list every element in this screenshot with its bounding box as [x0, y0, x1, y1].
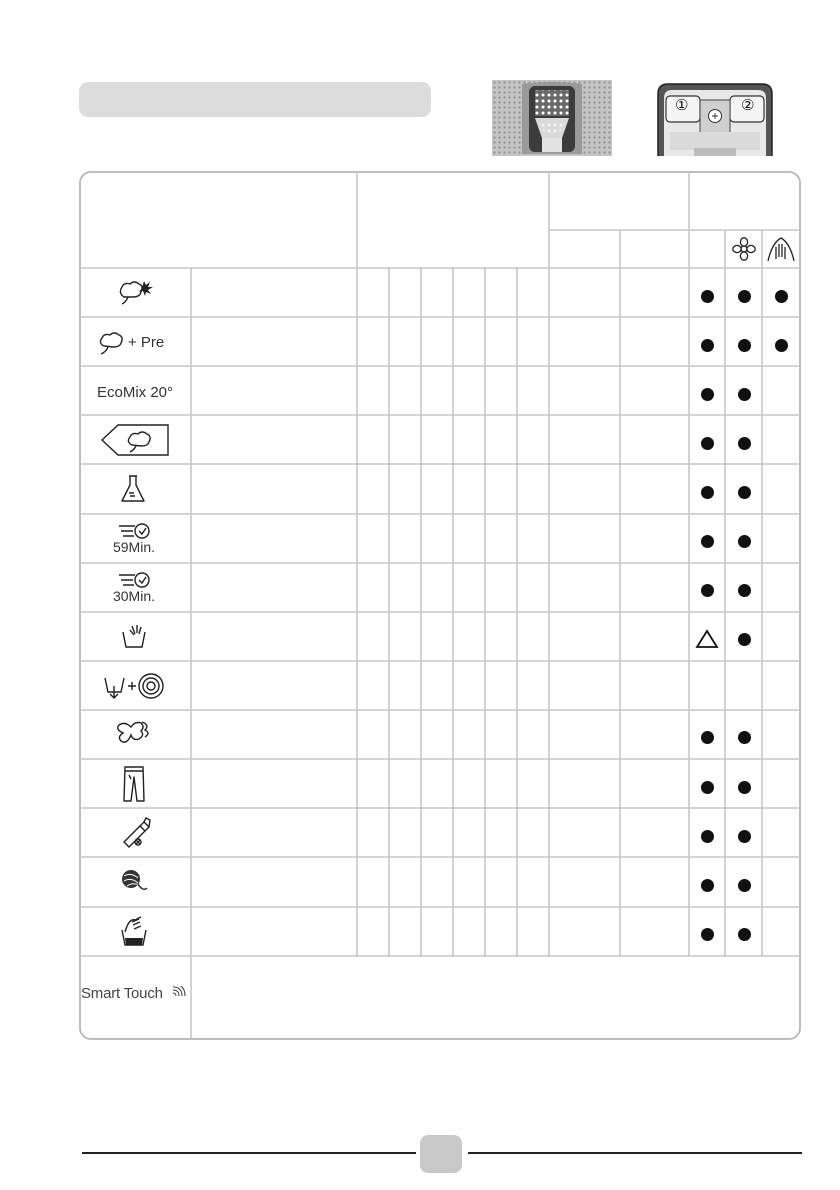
dot-mark: [701, 535, 714, 548]
dot-mark: [701, 437, 714, 450]
dot-mark: [701, 781, 714, 794]
nfc-waves-icon: [171, 986, 187, 1002]
smart-touch-label: Smart Touch: [81, 985, 163, 1002]
dot-mark: [701, 928, 714, 941]
triangle-mark: [695, 629, 719, 649]
footer-rule-left: [82, 1152, 416, 1154]
rapid-timer-icon: [117, 520, 151, 540]
ecomix-20-label: EcoMix 20°: [96, 383, 174, 401]
mixed-synthetics-icon: [115, 719, 153, 751]
compartment-1-label: ①: [675, 97, 689, 114]
smart-touch-logo: [81, 985, 163, 1002]
rapid-timer-icon: [117, 569, 151, 589]
hand-wash-basin-icon: [119, 914, 149, 948]
dot-mark: [701, 830, 714, 843]
dot-mark: [738, 535, 751, 548]
rinse-icon: [120, 622, 148, 650]
dot-mark: [701, 486, 714, 499]
dot-mark: [738, 388, 751, 401]
dot-mark: [738, 584, 751, 597]
cotton-prewash-label: + Pre: [128, 333, 165, 351]
footer-rule-right: [468, 1152, 802, 1154]
dot-mark: [701, 388, 714, 401]
dot-mark: [701, 584, 714, 597]
dot-mark: [738, 781, 751, 794]
fabric-softener-flower-icon: [731, 236, 757, 262]
cotton-prewash-icon: [96, 330, 128, 356]
hand-wash-icon: [766, 235, 796, 263]
dot-mark: [701, 879, 714, 892]
cotton-stain-icon: [116, 277, 158, 307]
cotton-eco-tag-icon: [100, 423, 170, 457]
dot-mark: [738, 731, 751, 744]
dot-mark: [701, 339, 714, 352]
page-number-badge: [420, 1135, 462, 1173]
hygiene-flask-icon: [120, 474, 146, 504]
dot-mark: [738, 830, 751, 843]
dot-mark: [738, 290, 751, 303]
dot-mark: [738, 486, 751, 499]
baby-bottle-icon: [118, 816, 152, 850]
dot-mark: [738, 928, 751, 941]
dot-mark: [738, 879, 751, 892]
dot-mark: [701, 290, 714, 303]
dot-mark: [738, 437, 751, 450]
compartment-2-label: ②: [741, 97, 755, 114]
dot-mark: [775, 339, 788, 352]
dot-mark: [738, 633, 751, 646]
dot-mark: [701, 731, 714, 744]
dot-mark: [738, 339, 751, 352]
jeans-icon: [121, 765, 147, 803]
drain-spin-icon: [103, 670, 165, 702]
rapid-30-label: 30Min.: [112, 588, 156, 604]
wool-yarn-icon: [119, 866, 149, 896]
rapid-59-label: 59Min.: [112, 539, 156, 555]
dot-mark: [775, 290, 788, 303]
